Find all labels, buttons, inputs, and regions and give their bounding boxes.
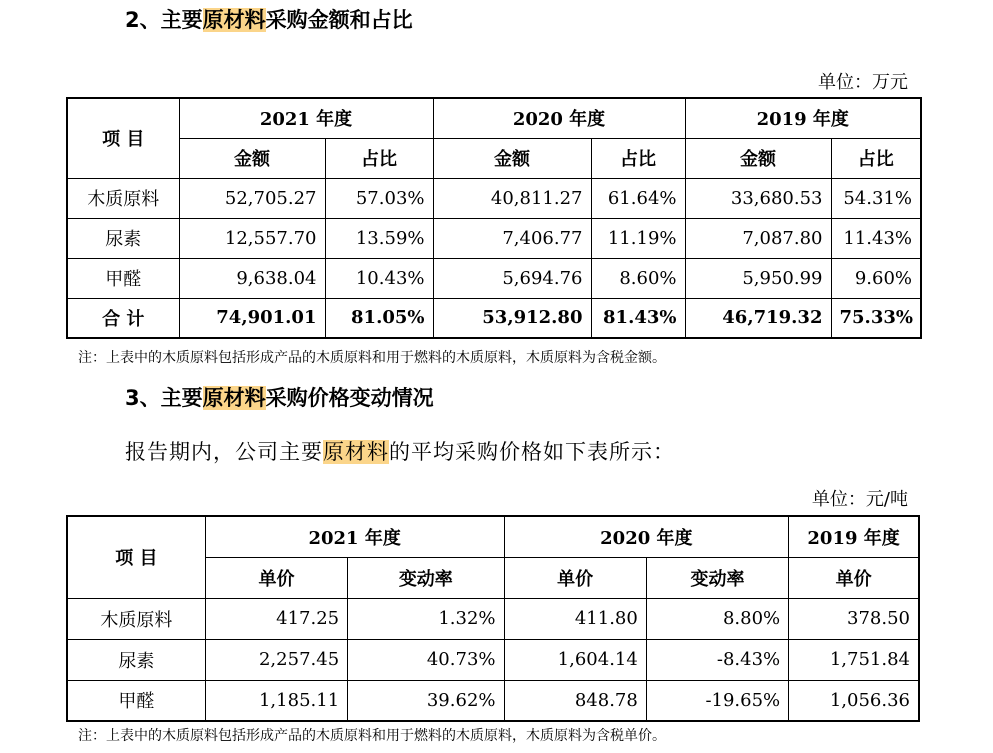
title-suffix: 采购金额和占比 <box>265 8 413 32</box>
table-cell: 13.59% <box>325 218 433 258</box>
para-highlight: 原材料 <box>323 440 389 464</box>
table-cell: 417.25 <box>205 598 347 639</box>
purchase-price-table <box>66 515 920 722</box>
table-cell: 7,087.80 <box>685 218 831 258</box>
total-row <box>67 298 921 338</box>
subheader-cell: 单价 <box>504 557 646 598</box>
table-cell: 54.31% <box>831 178 921 218</box>
table-cell: 1,056.36 <box>789 680 919 721</box>
item-header: 项 目 <box>67 516 205 598</box>
item-header: 项 目 <box>67 98 179 178</box>
title-highlight: 原材料 <box>202 8 266 32</box>
year-header: 2019 年度 <box>789 516 919 557</box>
para-suffix: 的平均采购价格如下表所示： <box>389 440 675 464</box>
table-cell: 1,604.14 <box>504 639 646 680</box>
table-row <box>67 218 921 258</box>
table-cell: 9,638.04 <box>179 258 325 298</box>
total-cell: 75.33% <box>831 298 921 338</box>
table-cell: 39.62% <box>348 680 504 721</box>
subheader-cell: 单价 <box>205 557 347 598</box>
table-cell: 8.60% <box>591 258 685 298</box>
year-header: 2020 年度 <box>504 516 789 557</box>
table-cell: 11.43% <box>831 218 921 258</box>
total-cell: 81.05% <box>325 298 433 338</box>
table-note-2: 注：上表中的木质原料包括形成产品的木质原料和用于燃料的木质原料，木质原料为含税单价。 <box>78 728 666 744</box>
table-cell: 1,751.84 <box>789 639 919 680</box>
table-cell: 33,680.53 <box>685 178 831 218</box>
purchase-amount-table <box>66 97 922 339</box>
subheader-cell: 变动率 <box>646 557 788 598</box>
subheader-cell: 占比 <box>325 138 433 178</box>
table-row <box>67 258 921 298</box>
row-name: 木质原料 <box>67 178 179 218</box>
subheader-cell: 占比 <box>591 138 685 178</box>
table-cell: 1,185.11 <box>205 680 347 721</box>
table-cell: 40,811.27 <box>433 178 591 218</box>
table-cell: 61.64% <box>591 178 685 218</box>
subheader-cell: 金额 <box>433 138 591 178</box>
table-cell: 378.50 <box>789 598 919 639</box>
table-cell: -19.65% <box>646 680 788 721</box>
row-name: 尿素 <box>67 218 179 258</box>
table-cell: 10.43% <box>325 258 433 298</box>
unit-label-2: 单位：元/吨 <box>811 489 908 510</box>
total-cell: 53,912.80 <box>433 298 591 338</box>
table-row <box>67 598 919 639</box>
table-row <box>67 639 919 680</box>
table-cell: 8.80% <box>646 598 788 639</box>
year-header: 2019 年度 <box>685 98 921 138</box>
para-prefix: 报告期内，公司主要 <box>125 440 323 464</box>
title-prefix: 2、主要 <box>125 8 203 32</box>
table-cell: 40.73% <box>348 639 504 680</box>
subheader-cell: 单价 <box>789 557 919 598</box>
total-label: 合 计 <box>67 298 179 338</box>
table-cell: 5,694.76 <box>433 258 591 298</box>
subheader-cell: 金额 <box>685 138 831 178</box>
row-name: 甲醛 <box>67 258 179 298</box>
table-note-1: 注：上表中的木质原料包括形成产品的木质原料和用于燃料的木质原料，木质原料为含税金额。 <box>78 350 666 366</box>
title-prefix: 3、主要 <box>125 386 203 410</box>
table-cell: 52,705.27 <box>179 178 325 218</box>
year-header: 2021 年度 <box>205 516 504 557</box>
table-cell: -8.43% <box>646 639 788 680</box>
row-name: 尿素 <box>67 639 205 680</box>
subheader-cell: 金额 <box>179 138 325 178</box>
table-cell: 57.03% <box>325 178 433 218</box>
table-cell: 7,406.77 <box>433 218 591 258</box>
table-cell: 2,257.45 <box>205 639 347 680</box>
subheader-cell: 变动率 <box>348 557 504 598</box>
table-header-row <box>67 516 919 557</box>
title-suffix: 采购价格变动情况 <box>265 386 434 410</box>
table-cell: 411.80 <box>504 598 646 639</box>
table-cell: 12,557.70 <box>179 218 325 258</box>
title-highlight: 原材料 <box>202 386 266 410</box>
table-header-row <box>67 98 921 138</box>
total-cell: 81.43% <box>591 298 685 338</box>
table-row <box>67 680 919 721</box>
year-header: 2021 年度 <box>179 98 433 138</box>
row-name: 木质原料 <box>67 598 205 639</box>
row-name: 甲醛 <box>67 680 205 721</box>
table-cell: 5,950.99 <box>685 258 831 298</box>
table-cell: 9.60% <box>831 258 921 298</box>
section-2-title <box>125 6 413 34</box>
unit-label-1: 单位：万元 <box>818 72 908 93</box>
table-row <box>67 178 921 218</box>
intro-paragraph <box>125 438 675 466</box>
subheader-cell: 占比 <box>831 138 921 178</box>
section-3-title <box>125 384 434 412</box>
year-header: 2020 年度 <box>433 98 685 138</box>
table-cell: 1.32% <box>348 598 504 639</box>
table-cell: 11.19% <box>591 218 685 258</box>
table-subheader-row <box>67 138 921 178</box>
total-cell: 74,901.01 <box>179 298 325 338</box>
table-cell: 848.78 <box>504 680 646 721</box>
total-cell: 46,719.32 <box>685 298 831 338</box>
